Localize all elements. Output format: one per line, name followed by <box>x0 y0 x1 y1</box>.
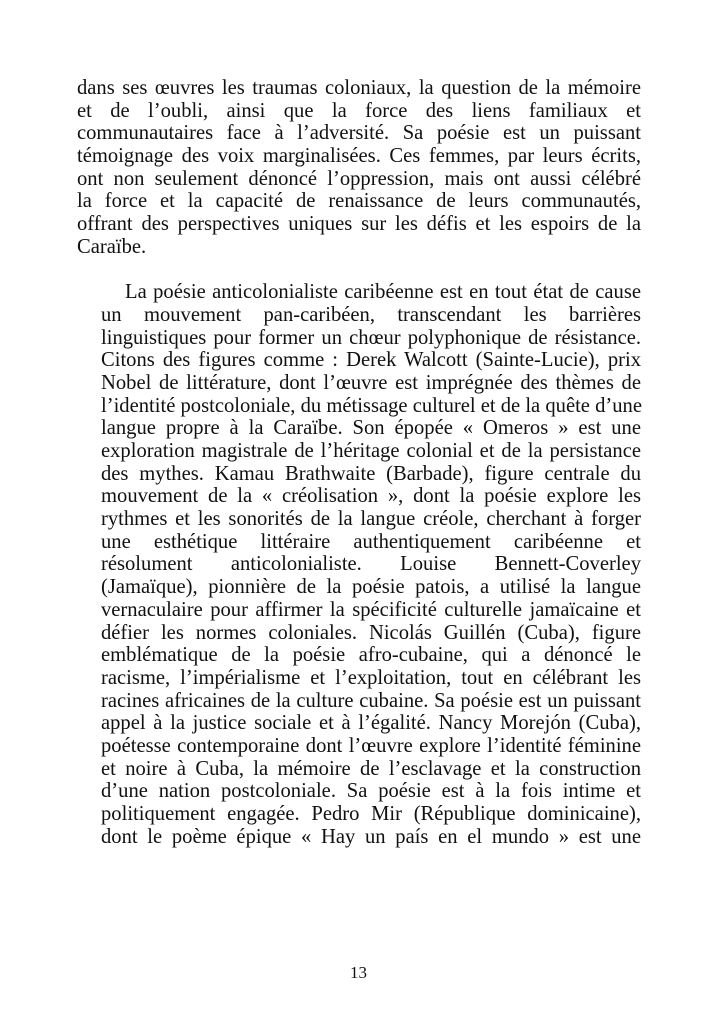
text-line: appel à la justice sociale et à l’égalité. Nancy Morejón (Cuba), <box>101 712 641 735</box>
text-line: mouvement de la « créolisation », dont la poésie explore les <box>101 485 641 508</box>
text-line: et noire à Cuba, la mémoire de l’esclavage et la construction <box>101 757 641 780</box>
text-line: dont le poème épique « Hay un país en el mundo » est une <box>101 825 641 848</box>
text-line: La poésie anticolonialiste caribéenne est en tout état de cause <box>125 281 641 304</box>
text-line: et de l’oubli, ainsi que la force des liens familiaux et <box>77 99 641 122</box>
text-line: poétesse contemporaine dont l’œuvre explore l’identité féminine <box>101 734 641 757</box>
text-line: d’une nation postcoloniale. Sa poésie est à la fois intime et <box>101 780 641 803</box>
text-line: défier les normes coloniales. Nicolás Guillén (Cuba), figure <box>101 621 641 644</box>
text-line: racisme, l’impérialisme et l’exploitation, tout en célébrant les <box>101 666 641 689</box>
text-line: la force et la capacité de renaissance de leurs communautés, <box>77 190 641 213</box>
page-number: 13 <box>350 963 367 982</box>
text-line: une esthétique littéraire authentiquement caribéenne et <box>101 530 641 553</box>
text-line: linguistiques pour former un chœur polyphonique de résistance. <box>101 326 641 349</box>
text-line: offrant des perspectives uniques sur les défis et les espoirs de la <box>77 213 641 236</box>
page-body <box>77 77 641 848</box>
text-line: Caraïbe. <box>77 235 147 258</box>
text-line: communautaires face à l’adversité. Sa poésie est un puissant <box>77 122 641 145</box>
text-line: dans ses œuvres les traumas coloniaux, la question de la mémoire <box>77 77 641 99</box>
text-line: l’identité postcoloniale, du métissage culturel et de la quête d’une <box>101 394 642 417</box>
text-line: langue propre à la Caraïbe. Son épopée « Omeros » est une <box>101 417 641 440</box>
paragraph-1 <box>77 77 641 259</box>
text-line: politiquement engagée. Pedro Mir (République dominicaine), <box>101 803 641 825</box>
text-line: des mythes. Kamau Brathwaite (Barbade), figure centrale du <box>101 462 641 485</box>
text-line: résolument anticolonialiste. Louise Bennett-Coverley <box>101 553 641 576</box>
text-line: rythmes et les sonorités de la langue créole, cherchant à forger <box>101 508 641 531</box>
text-line: racines africaines de la culture cubaine. Sa poésie est un puissant <box>101 689 641 712</box>
text-line: Nobel de littérature, dont l’œuvre est imprégnée des thèmes de <box>101 371 641 394</box>
text-line: exploration magistrale de l’héritage colonial et de la persistance <box>101 440 641 462</box>
text-line: témoignage des voix marginalisées. Ces femmes, par leurs écrits, <box>77 145 641 168</box>
text-line: ont non seulement dénoncé l’oppression, mais ont aussi célébré <box>77 167 641 190</box>
text-line: (Jamaïque), pionnière de la poésie patois, a utilisé la langue <box>101 576 641 599</box>
text-line: emblématique de la poésie afro-cubaine, qui a dénoncé le <box>101 644 641 667</box>
text-line: vernaculaire pour affirmer la spécificité culturelle jamaïcaine et <box>101 598 641 621</box>
paragraph-2 <box>77 281 641 848</box>
text-line: Citons des figures comme : Derek Walcott (Sainte-Lucie), prix <box>101 349 641 372</box>
text-line: un mouvement pan-caribéen, transcendant les barrières <box>101 303 641 326</box>
